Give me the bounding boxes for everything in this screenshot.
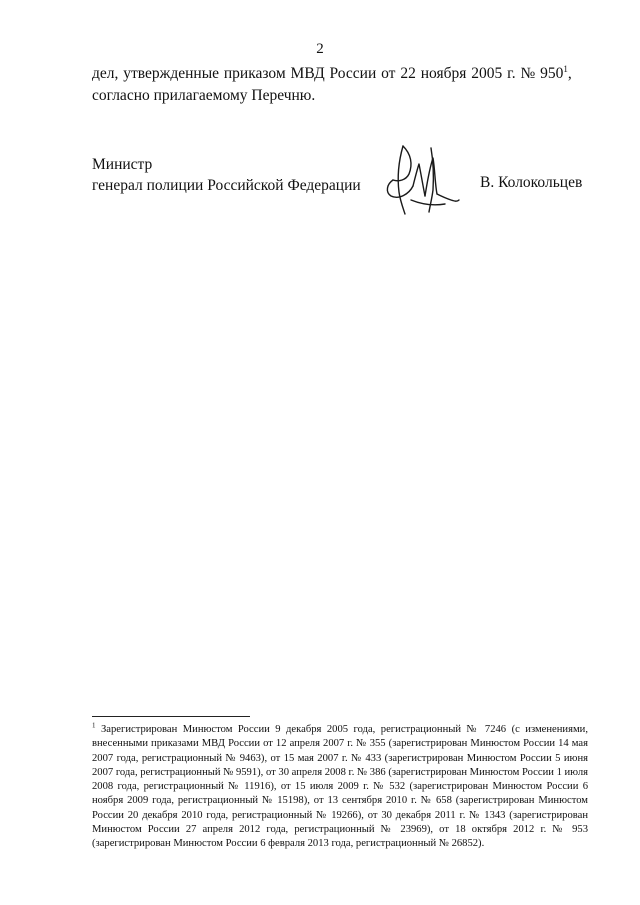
signer-position (92, 154, 361, 196)
body-line-1-text: дел, утвержденные приказом МВД России от 22 ноября 2005 г. № 950 (92, 65, 564, 82)
footnote-reference: 1 (563, 63, 568, 74)
footnote-text: Зарегистрирован Минюстом России 9 декабря 2005 года, регистрационный № 7246 (с изменениями, внесенными приказами МВД России от 12 апреля 2007 г. № 355 (зарегистрирован Минюстом России 14 мая 2007 года, регистрационный № 9463), от 15 мая 2007 г. № 433 (зарегистрирован Минюстом России 5 июня 2007 года, регистрационный № 9591), от 30 апреля 2008 г. № 386 (зарегистрирован Минюстом России 1 июля 2008 года, регистрационный № 11916), от 15 июля 2009 г. № 532 (зарегистрирован Минюстом России 6 ноября 2009 года, регистрационный № 15198), от 13 сентября 2010 г. № 658 (зарегистрирован Минюстом России 20 декабря 2010 года, регистрационный № 19266), от 30 декабря 2011 г. № 1343 (зарегистрирован Минюстом России 27 апреля 2012 года, регистрационный № 23969), от 18 октября 2012 г. № 953 (зарегистрирован Минюстом России 6 февраля 2013 года, регистрационный № 26852). (92, 724, 588, 850)
signer-name: В. Колокольцев (480, 174, 583, 191)
body-line-1-end: , (567, 65, 572, 82)
body-line-1 (92, 63, 588, 85)
footnote-separator (92, 716, 250, 717)
body-paragraph (92, 63, 588, 107)
signer-position-line-1: Министр (92, 156, 153, 173)
handwritten-signature (381, 140, 461, 218)
footnote (92, 723, 588, 852)
body-line-2: согласно прилагаемому Перечню. (92, 87, 316, 104)
footnote-marker: 1 (92, 721, 96, 730)
page-number: 2 (316, 41, 324, 57)
signer-position-line-2: генерал полиции Российской Федерации (92, 177, 361, 194)
